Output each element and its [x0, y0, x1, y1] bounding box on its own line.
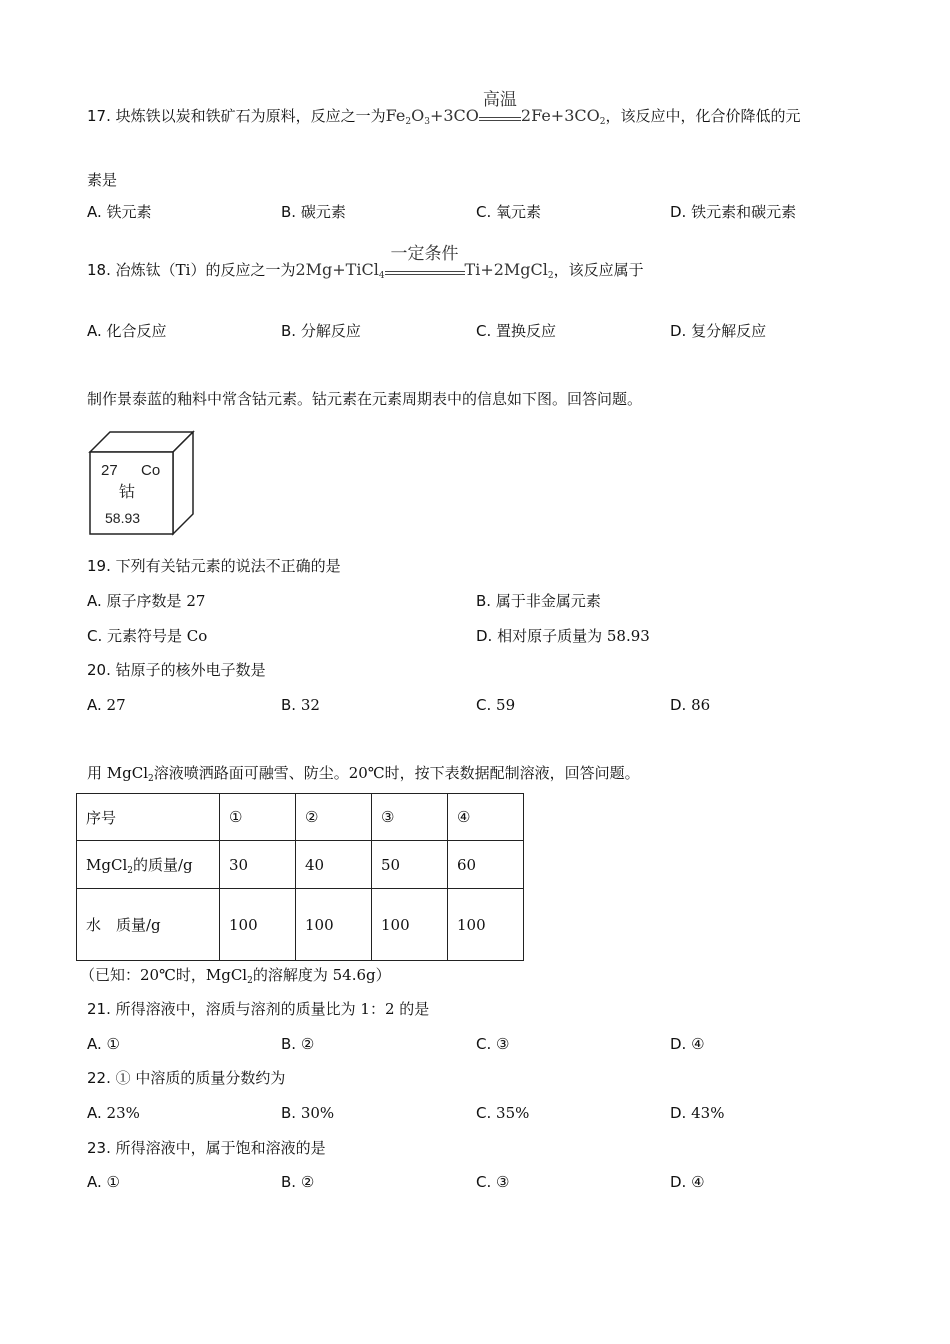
table-row	[77, 841, 524, 889]
table-col-1: ①	[220, 794, 296, 841]
table-col-2: ②	[296, 794, 372, 841]
q17-condition: 高温	[482, 90, 517, 110]
table-cell: 100	[372, 889, 448, 961]
table-col-4: ④	[448, 794, 524, 841]
q22-option-b: B. 30%	[281, 1104, 335, 1122]
table-cell: 30	[220, 841, 296, 889]
element-card-cobalt	[88, 430, 198, 536]
q18-stem-before: 冶炼钛（Ti）的反应之一为	[115, 261, 296, 279]
q18-stem	[87, 244, 644, 286]
element-symbol: Co	[141, 462, 161, 479]
q18-option-d: D. 复分解反应	[670, 322, 767, 340]
table-cell: 60	[448, 841, 524, 889]
table-cell: 50	[372, 841, 448, 889]
q19-option-c: C. 元素符号是 Co	[87, 627, 208, 645]
q19-option-d: D. 相对原子质量为 58.93	[476, 627, 650, 645]
q19-stem: 19. 下列有关钴元素的说法不正确的是	[87, 557, 341, 575]
table-header-label: 序号	[77, 794, 220, 841]
q20-option-d: D. 86	[670, 696, 711, 714]
q17-stem-before: 块炼铁以炭和铁矿石为原料，反应之一为	[115, 107, 386, 125]
q20-option-c: C. 59	[476, 696, 516, 714]
q17-equation-right: $2Fe+3CO_2$	[520, 106, 606, 127]
q21-option-b: B. ②	[281, 1035, 315, 1053]
q21-option-a: A. ①	[87, 1035, 120, 1053]
q18-option-b: B. 分解反应	[281, 322, 361, 340]
q22-option-c: C. 35%	[476, 1104, 530, 1122]
q20-option-b: B. 32	[281, 696, 320, 714]
q17-equation-left: $Fe_2O_3+3CO$	[385, 106, 479, 127]
q18-option-c: C. 置换反应	[476, 322, 557, 340]
q22-option-d: D. 43%	[670, 1104, 725, 1122]
table-cell: 100	[448, 889, 524, 961]
table-row-label-water: 水 质量/g	[77, 889, 220, 961]
intro-mgcl2: 用 MgCl$_2$溶液喷洒路面可融雪、防尘。20℃时，按下表数据配制溶液，回答问题。	[87, 764, 640, 784]
q17-option-d: D. 铁元素和碳元素	[670, 203, 797, 221]
q17-reaction-arrow	[479, 90, 521, 121]
q18-number: 18.	[87, 261, 111, 279]
q23-option-b: B. ②	[281, 1173, 315, 1191]
element-name: 钴	[119, 482, 136, 501]
table-col-3: ③	[372, 794, 448, 841]
q17-number: 17.	[87, 107, 111, 125]
q18-stem-after: ，该反应属于	[553, 261, 644, 279]
q19-option-b: B. 属于非金属元素	[476, 592, 601, 610]
q18-reaction-arrow	[385, 244, 465, 275]
intro-cobalt: 制作景泰蓝的釉料中常含钴元素。钴元素在元素周期表中的信息如下图。回答问题。	[87, 390, 643, 408]
q18-equation-right: Ti+2MgCl$_2$	[464, 260, 554, 281]
q18-condition: 一定条件	[390, 244, 459, 264]
q17-option-c: C. 氧元素	[476, 203, 542, 221]
q23-option-c: C. ③	[476, 1173, 510, 1191]
q17-stem-after: ，该反应中，化合价降低的元	[605, 107, 801, 125]
solubility-note: （已知：20℃时，MgCl$_2$的溶解度为 54.6g）	[80, 966, 391, 986]
solution-data-table	[76, 793, 524, 961]
q20-option-a: A. 27	[87, 696, 126, 714]
q23-stem: 23. 所得溶液中，属于饱和溶液的是	[87, 1139, 326, 1157]
table-header-row	[77, 794, 524, 841]
q23-option-d: D. ④	[670, 1173, 705, 1191]
element-atomic-mass: 58.93	[105, 510, 141, 526]
table-row-label-mgcl2: MgCl$_2$的质量/g	[77, 841, 220, 889]
q21-option-d: D. ④	[670, 1035, 705, 1053]
q17-option-b: B. 碳元素	[281, 203, 346, 221]
q21-stem: 21. 所得溶液中，溶质与溶剂的质量比为 1：2 的是	[87, 1000, 430, 1018]
q23-option-a: A. ①	[87, 1173, 120, 1191]
q18-equation-left: 2Mg+TiCl$_4$	[295, 260, 385, 281]
table-cell: 100	[296, 889, 372, 961]
table-cell: 100	[220, 889, 296, 961]
q19-option-a: A. 原子序数是 27	[87, 592, 206, 610]
q22-stem: 22. ① 中溶质的质量分数约为	[87, 1069, 286, 1087]
q17-stem-line2: 素是	[87, 171, 118, 189]
q18-option-a: A. 化合反应	[87, 322, 167, 340]
q17-option-a: A. 铁元素	[87, 203, 152, 221]
table-row	[77, 889, 524, 961]
q20-stem: 20. 钴原子的核外电子数是	[87, 661, 266, 679]
q22-option-a: A. 23%	[87, 1104, 140, 1122]
q21-option-c: C. ③	[476, 1035, 510, 1053]
q17-stem	[87, 90, 801, 132]
element-atomic-number: 27	[101, 462, 118, 479]
table-cell: 40	[296, 841, 372, 889]
